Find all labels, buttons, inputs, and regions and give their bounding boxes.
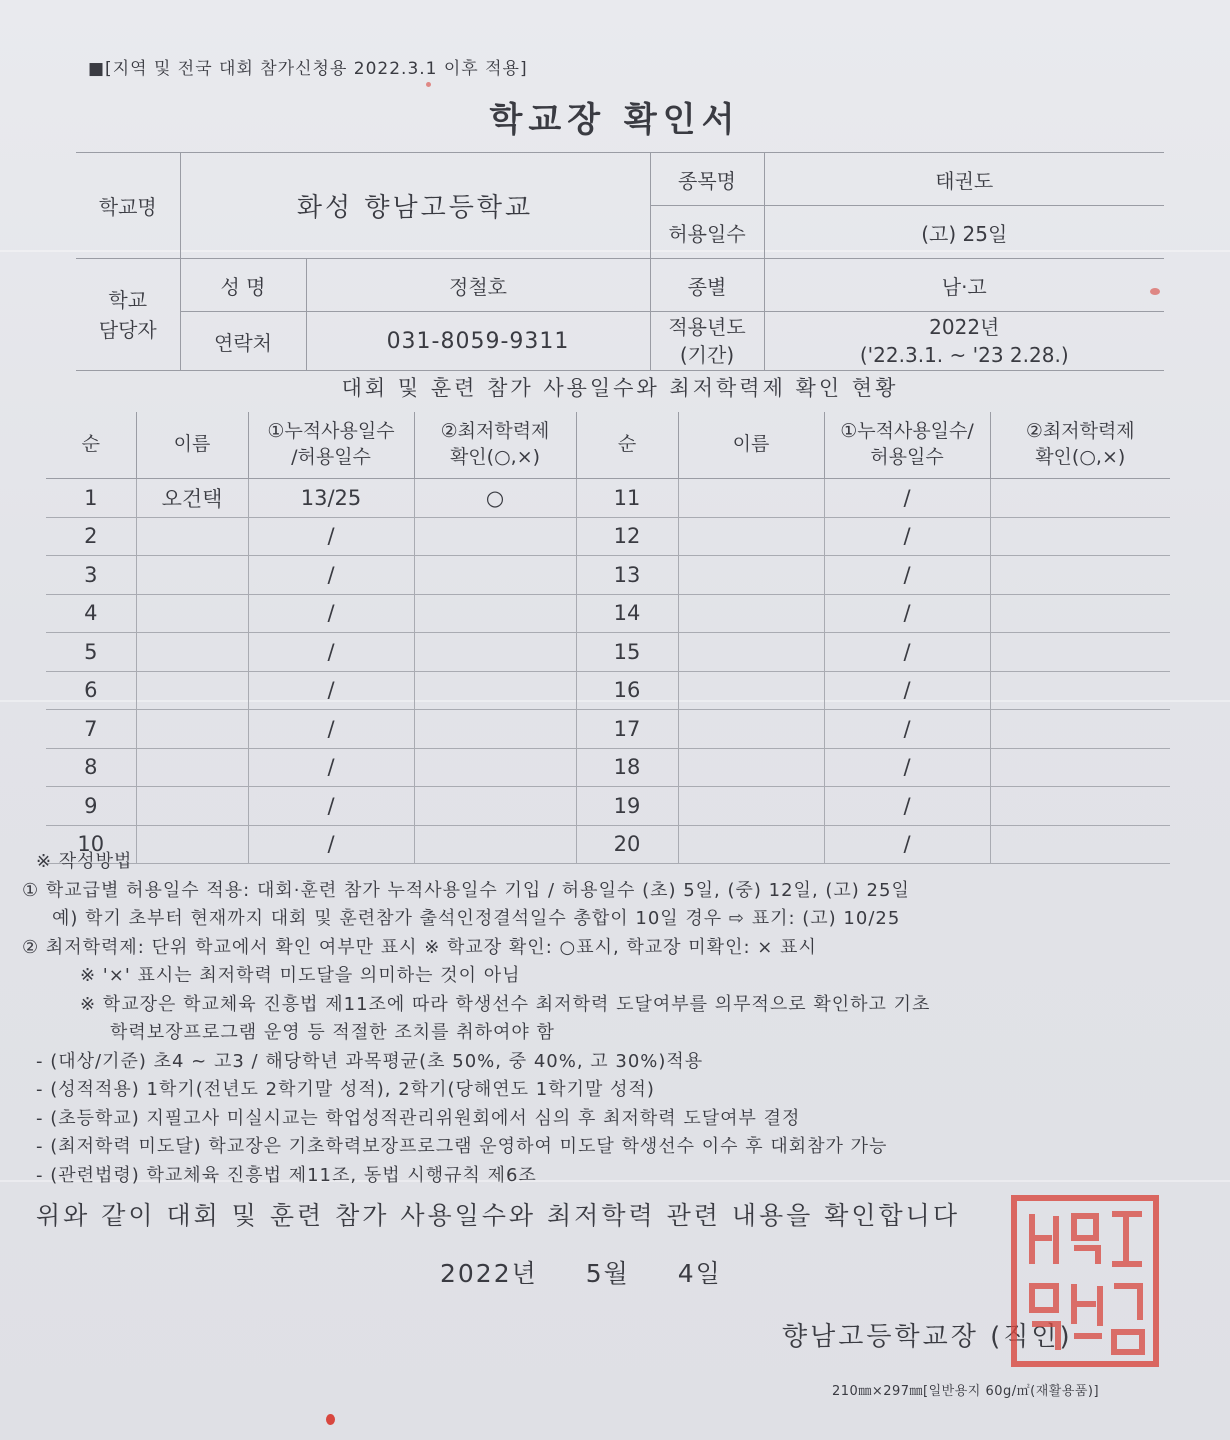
roster-cell [414, 517, 576, 556]
school-name-value: 화성 향남고등학교 [180, 153, 650, 259]
roster-table [46, 412, 1170, 864]
roster-cell [414, 787, 576, 826]
note-line: - (성적적용) 1학기(전년도 2학기말 성적), 2학기(당해연도 1학기말 성적) [36, 1079, 655, 1100]
roster-cell: 16 [576, 671, 678, 710]
roster-cell: / [824, 594, 990, 633]
roster-header-cell: ①누적사용일수/ 허용일수 [824, 412, 990, 479]
roster-cell [678, 479, 824, 518]
note-line: ※ 학교장은 학교체육 진흥법 제11조에 따라 학생선수 최저학력 도달여부를 의무적으로 확인하고 기초 [80, 993, 931, 1015]
roster-cell [678, 517, 824, 556]
info-table [76, 152, 1164, 371]
roster-cell [414, 748, 576, 787]
roster-header-cell: ①누적사용일수 /허용일수 [248, 412, 414, 479]
official-seal-stamp [1004, 1186, 1164, 1372]
roster-cell [414, 671, 576, 710]
roster-cell: 5 [46, 633, 136, 672]
roster-cell: 3 [46, 556, 136, 595]
roster-row [46, 633, 1170, 672]
roster-cell: / [248, 671, 414, 710]
ink-speck [426, 82, 431, 87]
roster-cell: / [248, 556, 414, 595]
roster-cell [678, 556, 824, 595]
staff-label: 학교 담당자 [76, 259, 180, 371]
roster-cell: 13/25 [248, 479, 414, 518]
note-line: ① 학교급별 허용일수 적용: 대회·훈련 참가 누적사용일수 기입 / 허용일수 (초) 5일, (중) 12일, (고) 25일 [22, 879, 910, 901]
staff-name-label: 성 명 [180, 259, 306, 312]
date-year: 2022년 [440, 1259, 538, 1288]
roster-cell [990, 517, 1170, 556]
roster-row [46, 594, 1170, 633]
roster-cell [678, 633, 824, 672]
roster-cell [136, 633, 248, 672]
note-line: - (대상/기준) 초4 ~ 고3 / 해당학년 과목평균(초 50%, 중 40%, 고 30%)적용 [36, 1050, 704, 1072]
roster-header-cell: 순 [576, 412, 678, 479]
roster-cell: 9 [46, 787, 136, 826]
apply-year-cell [764, 312, 1164, 371]
roster-header-cell: 이름 [136, 412, 248, 479]
paper-spec-footer: 210㎜×297㎜[일반용지 60g/㎡(재활용품)] [832, 1384, 1100, 1399]
ink-speck [326, 1414, 335, 1425]
seal-border [1014, 1198, 1156, 1364]
roster-cell [136, 748, 248, 787]
roster-cell: 15 [576, 633, 678, 672]
roster-cell [136, 556, 248, 595]
roster-cell [678, 594, 824, 633]
roster-cell: / [824, 787, 990, 826]
roster-header-cell: 순 [46, 412, 136, 479]
category-label: 종별 [650, 259, 764, 312]
apply-year-value: 2022년 [929, 315, 1000, 339]
event-label: 종목명 [650, 153, 764, 206]
roster-cell: 오건택 [136, 479, 248, 518]
roster-cell [414, 710, 576, 749]
roster-cell [414, 556, 576, 595]
note-line: ※ '×' 표시는 최저학력 미도달을 의미하는 것이 아님 [80, 965, 521, 986]
roster-cell: 8 [46, 748, 136, 787]
roster-row [46, 517, 1170, 556]
note-line: 예) 학기 초부터 현재까지 대회 및 훈련참가 출석인정결석일수 총합이 10일 경우 ⇨ 표기: (고) 10/25 [52, 908, 901, 929]
roster-cell [414, 633, 576, 672]
roster-cell: 11 [576, 479, 678, 518]
roster-cell: / [248, 710, 414, 749]
roster-cell: / [824, 479, 990, 518]
roster-header-cell: ②최저학력제 확인(○,×) [990, 412, 1170, 479]
roster-row [46, 556, 1170, 595]
roster-cell [136, 787, 248, 826]
roster-cell [136, 710, 248, 749]
roster-cell: 2 [46, 517, 136, 556]
roster-cell [990, 671, 1170, 710]
roster-cell: 6 [46, 671, 136, 710]
date-month: 5월 [585, 1259, 630, 1288]
roster-cell: / [248, 748, 414, 787]
apply-year-label: 적용년도 (기간) [650, 312, 764, 371]
note-line: 학력보장프로그램 운영 등 적절한 조치를 취하여야 함 [110, 1022, 555, 1043]
roster-cell [414, 594, 576, 633]
ink-speck [1150, 288, 1160, 295]
roster-cell: 1 [46, 479, 136, 518]
roster-row [46, 748, 1170, 787]
roster-row [46, 479, 1170, 518]
note-line: ※ 작성방법 [36, 851, 133, 872]
roster-cell [990, 556, 1170, 595]
roster-cell [136, 594, 248, 633]
roster-header-row [46, 412, 1170, 479]
roster-cell: / [824, 748, 990, 787]
form-usage-note: ■[지역 및 전국 대회 참가신청용 2022.3.1 이후 적용] [88, 59, 528, 79]
roster-cell: 20 [576, 825, 678, 864]
principal-signature-line: 향남고등학교장 (직인) [782, 1322, 1073, 1352]
roster-cell: / [824, 825, 990, 864]
roster-cell: 13 [576, 556, 678, 595]
roster-cell [678, 748, 824, 787]
roster-cell: 19 [576, 787, 678, 826]
event-value: 태권도 [764, 153, 1164, 206]
roster-cell [678, 710, 824, 749]
roster-cell [990, 479, 1170, 518]
roster-cell [990, 710, 1170, 749]
confirmation-statement: 위와 같이 대회 및 훈련 참가 사용일수와 최저학력 관련 내용을 확인합니다 [36, 1201, 960, 1230]
roster-cell: / [248, 517, 414, 556]
roster-cell [136, 671, 248, 710]
roster-cell: / [824, 556, 990, 595]
roster-cell: 10 [46, 825, 136, 864]
writing-notes [22, 848, 1202, 1190]
roster-cell [990, 787, 1170, 826]
roster-row [46, 787, 1170, 826]
roster-cell: / [824, 633, 990, 672]
roster-row [46, 671, 1170, 710]
staff-name-value: 정철호 [306, 259, 650, 312]
section-title: 대회 및 훈련 참가 사용일수와 최저학력제 확인 현황 [341, 376, 899, 400]
roster-cell: 18 [576, 748, 678, 787]
roster-cell: 14 [576, 594, 678, 633]
roster-cell: / [248, 787, 414, 826]
roster-cell [990, 748, 1170, 787]
roster-cell [136, 517, 248, 556]
note-line: - (초등학교) 지필고사 미실시교는 학업성적관리위원회에서 심의 후 최저학력 도달여부 결정 [36, 1107, 801, 1129]
roster-cell: / [824, 671, 990, 710]
roster-cell: 4 [46, 594, 136, 633]
roster-cell [990, 633, 1170, 672]
roster-header-cell: 이름 [678, 412, 824, 479]
allowed-days-value: (고) 25일 [764, 206, 1164, 259]
contact-value: 031-8059-9311 [306, 312, 650, 371]
roster-cell: / [824, 517, 990, 556]
roster-cell: / [824, 710, 990, 749]
category-value: 남·고 [764, 259, 1164, 312]
roster-cell: 7 [46, 710, 136, 749]
roster-cell: / [248, 633, 414, 672]
roster-cell: 12 [576, 517, 678, 556]
roster-cell: ○ [414, 479, 576, 518]
roster-cell: 17 [576, 710, 678, 749]
date-day: 4일 [677, 1259, 722, 1288]
roster-header-cell: ②최저학력제 확인(○,×) [414, 412, 576, 479]
apply-period-value: ('22.3.1. ~ '23 2.28.) [859, 343, 1069, 367]
school-name-label: 학교명 [76, 153, 180, 259]
roster-row [46, 710, 1170, 749]
roster-cell [678, 671, 824, 710]
issue-date [440, 1254, 760, 1290]
note-line: ② 최저학력제: 단위 학교에서 확인 여부만 표시 ※ 학교장 확인: ○표시, 학교장 미확인: × 표시 [22, 936, 817, 958]
roster-cell: / [248, 594, 414, 633]
allowed-days-label: 허용일수 [650, 206, 764, 259]
contact-label: 연락처 [180, 312, 306, 371]
roster-cell [990, 594, 1170, 633]
document-title: 학교장 확인서 [489, 100, 741, 140]
roster-cell: / [248, 825, 414, 864]
note-line: - (관련법령) 학교체육 진흥법 제11조, 동법 시행규칙 제6조 [36, 1164, 537, 1186]
seal-glyphs [1032, 1214, 1142, 1352]
roster-cell [678, 787, 824, 826]
note-line: - (최저학력 미도달) 학교장은 기초학력보장프로그램 운영하여 미도달 학생선수 이수 후 대회참가 가능 [36, 1136, 888, 1157]
